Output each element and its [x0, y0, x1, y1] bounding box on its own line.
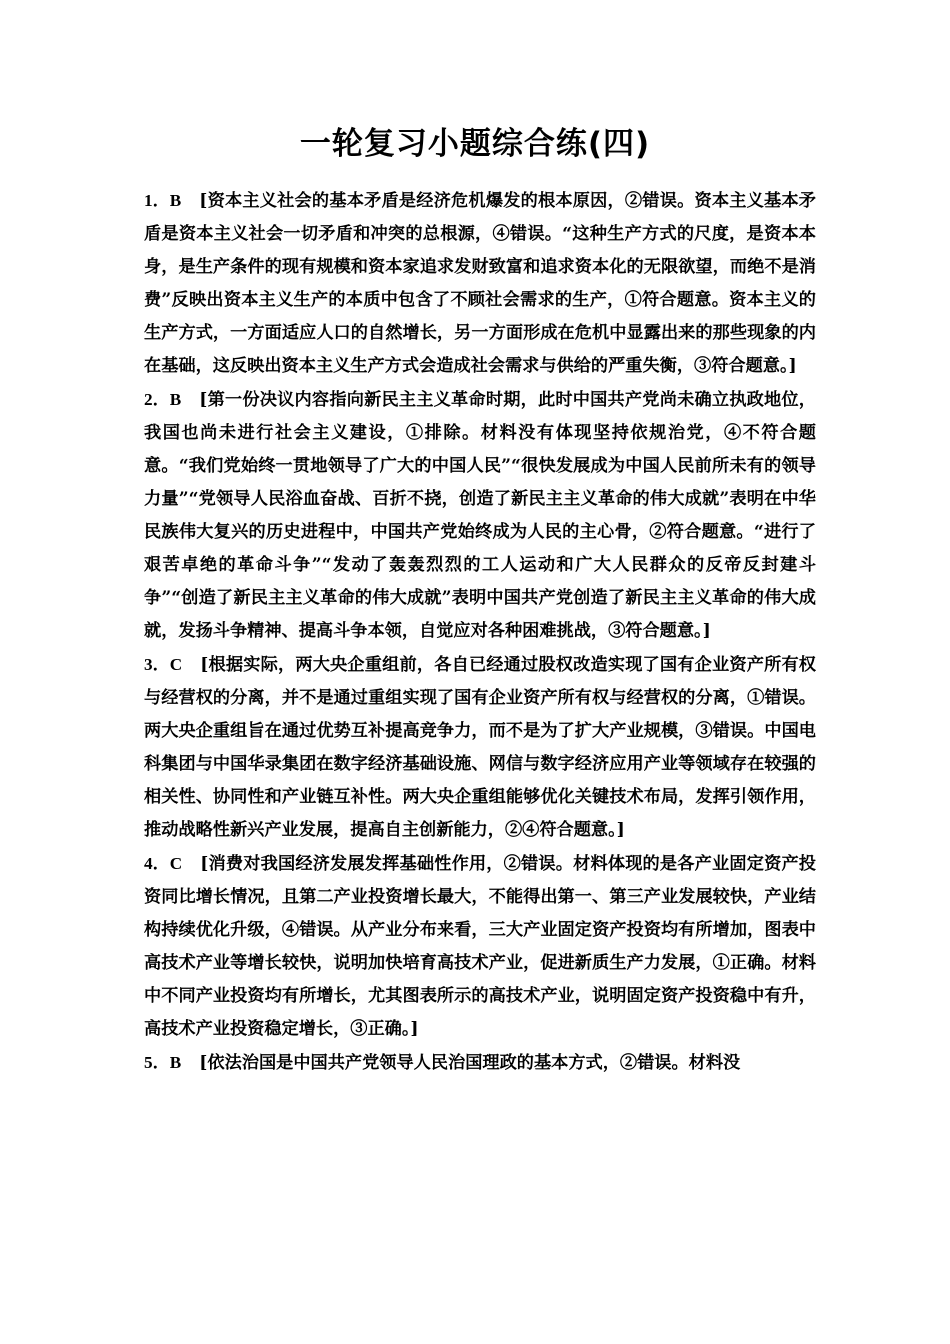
answer-choice: B	[169, 1053, 182, 1072]
answer-number: 4．	[144, 854, 170, 873]
answer-item-3	[144, 648, 816, 847]
answer-item-1	[144, 184, 816, 383]
answer-item-4	[144, 847, 816, 1046]
answer-item-2	[144, 383, 816, 648]
answer-explanation: [第一份决议内容指向新民主主义革命时期，此时中国共产党尚未确立执政地位，我国也尚未进行社会主义建设，①排除。材料没有体现坚持依规治党，④不符合题意。“我们党始终一贯地领导了广大的中国人民”“很快发展成为中国人民前所未有的领导力量”“党领导人民浴血奋战、百折不挠，创造了新民主主义革命的伟大成就”表明在中华民族伟大复兴的历史进程中，中国共产党始终成为人民的主心骨，②符合题意。“进行了艰苦卓绝的革命斗争”“发动了轰轰烈烈的工人运动和广大人民群众的反帝反封建斗争”“创造了新民主主义革命的伟大成就”表明中国共产党创造了新民主主义革命的伟大成就，发扬斗争精神、提高斗争本领，自觉应对各种困难挑战，③符合题意。]	[144, 390, 816, 641]
answer-explanation: [依法治国是中国共产党领导人民治国理政的基本方式，②错误。材料没	[199, 1053, 741, 1073]
answer-number: 2．	[144, 390, 170, 409]
answer-choice: B	[169, 390, 182, 409]
answer-number: 3．	[144, 655, 170, 674]
answer-number: 1．	[144, 191, 170, 210]
answer-choice: C	[169, 854, 183, 873]
answer-item-5	[144, 1046, 816, 1080]
answer-choice: B	[169, 191, 182, 210]
answer-explanation: [消费对我国经济发展发挥基础性作用，②错误。材料体现的是各产业固定资产投资同比增长情况，且第二产业投资增长最大，不能得出第一、第三产业发展较快，产业结构持续优化升级，④错误。从产业分布来看，三大产业固定资产投资均有所增加，图表中高技术产业等增长较快，说明加快培育高技术产业，促进新质生产力发展，①正确。材料中不同产业投资均有所增长，尤其图表所示的高技术产业，说明固定资产投资稳中有升，高技术产业投资稳定增长，③正确。]	[144, 854, 816, 1039]
answer-explanation: [资本主义社会的基本矛盾是经济危机爆发的根本原因，②错误。资本主义基本矛盾是资本主义社会一切矛盾和冲突的总根源，④错误。“这种生产方式的尺度，是资本本身，是生产条件的现有规模和资本家追求发财致富和追求资本化的无限欲望，而绝不是消费”反映出资本主义生产的本质中包含了不顾社会需求的生产，①符合题意。资本主义的生产方式，一方面适应人口的自然增长，另一方面形成在危机中显露出来的那些现象的内在基础，这反映出资本主义生产方式会造成社会需求与供给的严重失衡，③符合题意。]	[144, 191, 816, 376]
answer-number: 5．	[144, 1053, 170, 1072]
answer-choice: C	[169, 655, 183, 674]
page-title: 一轮复习小题综合练(四)	[299, 126, 651, 162]
answer-explanation: [根据实际，两大央企重组前，各自已经通过股权改造实现了国有企业资产所有权与经营权的分离，并不是通过重组实现了国有企业资产所有权与经营权的分离，①错误。两大央企重组旨在通过优势互补提高竞争力，而不是为了扩大产业规模，③错误。中国电科集团与中国华录集团在数字经济基础设施、网信与数字经济应用产业等领域存在较强的相关性、协同性和产业链互补性。两大央企重组能够优化关键技术布局，发挥引领作用，推动战略性新兴产业发展，提高自主创新能力，②④符合题意。]	[144, 655, 816, 840]
answer-list	[144, 184, 816, 1080]
